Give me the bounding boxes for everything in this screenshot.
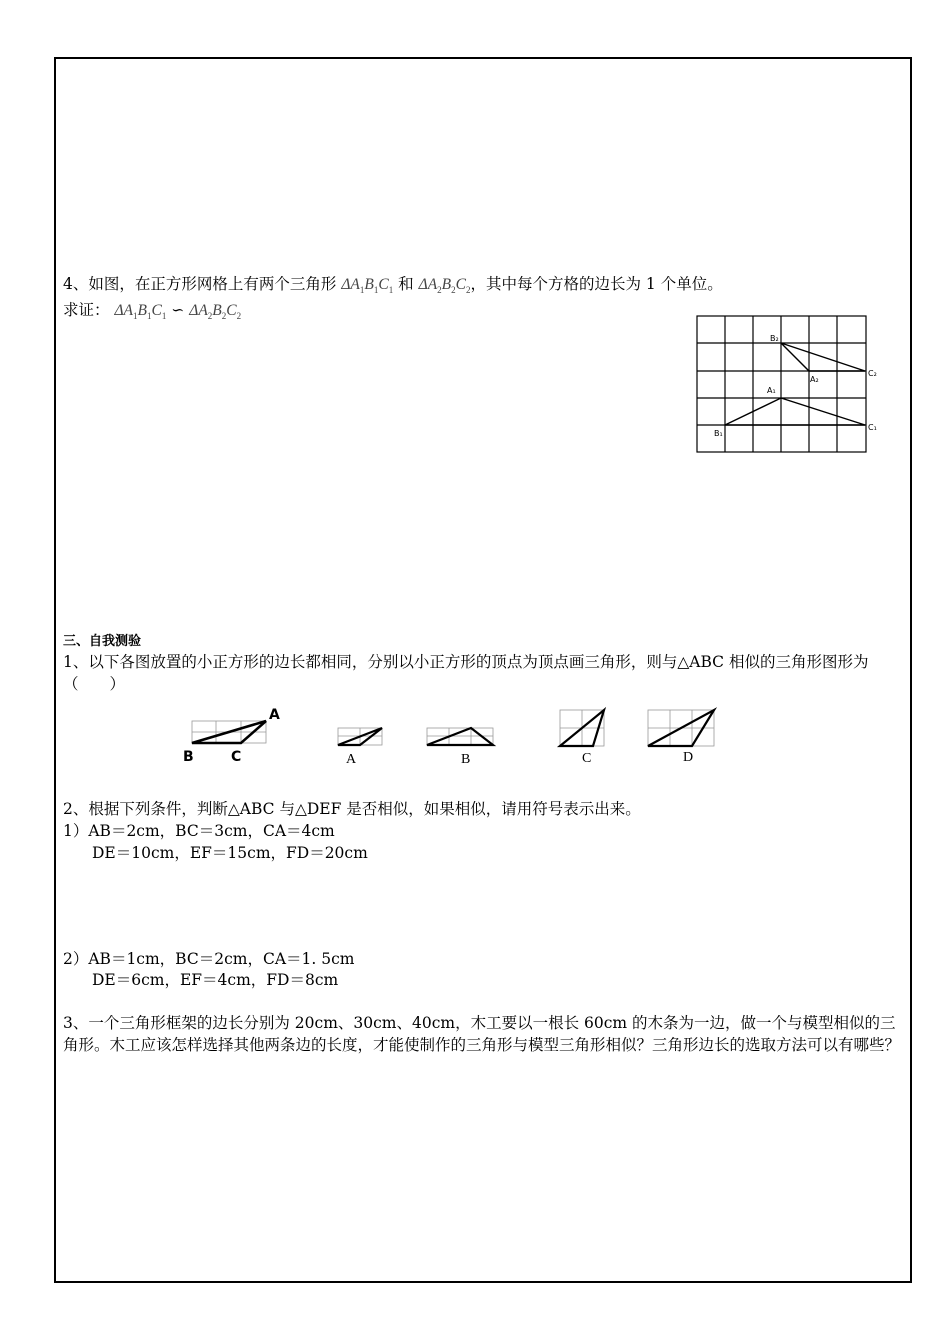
q2-1-line1: 1）AB＝2cm，BC＝3cm，CA＝4cm bbox=[63, 822, 335, 840]
option-a-label: A bbox=[346, 752, 357, 767]
option-c-figure bbox=[560, 710, 604, 746]
option-d-figure bbox=[648, 710, 714, 746]
label-b1: B₁ bbox=[714, 429, 723, 438]
ref-label-a: A bbox=[269, 707, 280, 723]
q1-figures bbox=[170, 700, 750, 775]
label-b2: B₂ bbox=[770, 334, 779, 343]
triangle-a2b2c2: $\Delta A_2B_2C_2$ bbox=[418, 276, 471, 296]
option-c-label: C bbox=[582, 751, 592, 766]
reference-triangle bbox=[183, 707, 280, 765]
label-c1: C₁ bbox=[868, 423, 877, 432]
q4-line2: 求证： $\Delta A_1B_1C_1$ ∽ $\Delta A_2B_2C_2$ bbox=[63, 301, 242, 322]
section3-heading: 三、自我测验 bbox=[63, 634, 142, 649]
option-d-label: D bbox=[683, 750, 694, 765]
q4-line1: 4、如图，在正方形网格上有两个三角形 $\Delta A_1B_1C_1$ 和 $\Delta A_2B_2C_2$，其中每个方格的边长为 1 个单位。 bbox=[63, 275, 723, 296]
label-a2: A₂ bbox=[810, 375, 819, 384]
label-a1: A₁ bbox=[767, 386, 776, 395]
q3-text: 3、一个三角形框架的边长分别为 20cm、30cm、40cm，木工要以一根长 60cm 的木条为一边，做一个与模型相似的三角形。木工应该怎样选择其他两条边的长度，才能使制作的三角形与模型三角形相似？三角形边长的选取方法可以有哪些？ bbox=[63, 1014, 901, 1054]
q4-grid-figure bbox=[690, 310, 890, 460]
ref-label-c: C bbox=[231, 749, 242, 765]
option-b-label: B bbox=[461, 752, 471, 767]
triangle-1 bbox=[725, 398, 865, 425]
q2-2-line1: 2）AB＝1cm，BC＝2cm，CA＝1. 5cm bbox=[63, 950, 355, 968]
triangle-a1b1c1: $\Delta A_1B_1C_1$ bbox=[341, 276, 394, 296]
label-c2: C₂ bbox=[868, 369, 877, 378]
q1-text: 1、以下各图放置的小正方形的边长都相同，分别以小正方形的顶点为顶点画三角形，则与△ABC 相似的三角形图形为（ ） bbox=[63, 653, 869, 693]
q2-1-line2: DE＝10cm，EF＝15cm，FD＝20cm bbox=[92, 844, 368, 862]
q2-text: 2、根据下列条件，判断△ABC 与△DEF 是否相似，如果相似，请用符号表示出来。 bbox=[63, 800, 641, 818]
option-b-figure bbox=[427, 728, 493, 745]
option-a-figure bbox=[338, 728, 382, 745]
q2-2-line2: DE＝6cm，EF＝4cm，FD＝8cm bbox=[92, 971, 339, 989]
ref-label-b: B bbox=[183, 749, 194, 765]
triangle-2 bbox=[781, 343, 865, 371]
